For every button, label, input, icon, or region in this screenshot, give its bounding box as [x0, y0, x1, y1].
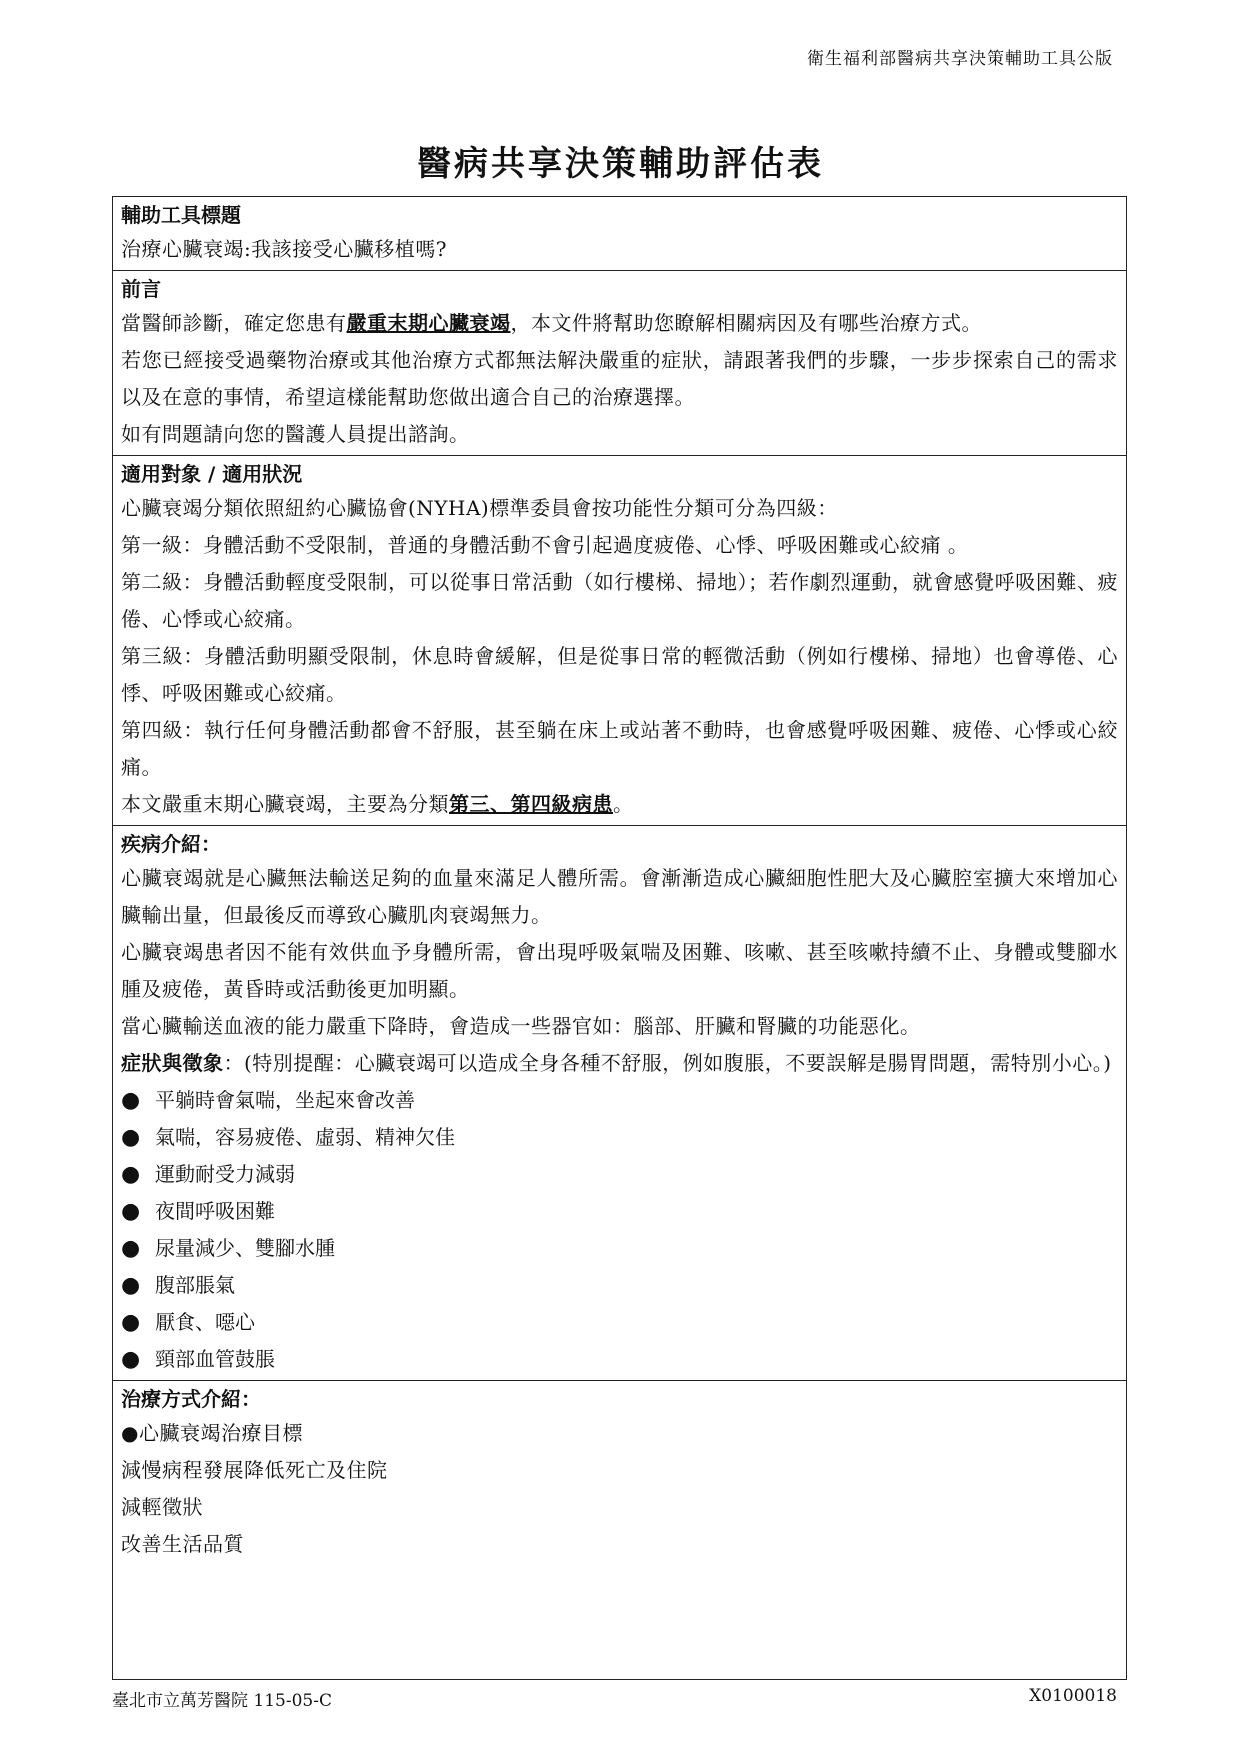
paragraph: 心臟衰竭分類依照紐約心臟協會(NYHA)標準委員會按功能性分類可分為四級： [121, 496, 838, 520]
list-item [121, 1082, 1118, 1119]
list-item-text: 夜間呼吸困難 [155, 1199, 275, 1223]
emphasis-text: 第三、第四級病患 [449, 792, 613, 816]
list-item-text: 頸部血管鼓脹 [155, 1347, 275, 1371]
emphasis-text: 症狀與徵象 [121, 1051, 224, 1075]
section-disease-intro [113, 826, 1126, 1381]
paragraph [121, 305, 1118, 342]
paragraph: 改善生活品質 [121, 1532, 244, 1556]
list-item [121, 1193, 1118, 1230]
paragraph: 心臟衰竭就是心臟無法輸送足夠的血量來滿足人體所需。會漸漸造成心臟細胞性肥大及心臟腔室擴大來增加心臟輸出量，但最後反而導致心臟肌肉衰竭無力。 [121, 866, 1118, 927]
list-item [121, 1230, 1118, 1267]
bullet-icon: ● [121, 1310, 141, 1335]
paragraph: 減慢病程發展降低死亡及住院 [121, 1458, 388, 1482]
bullet-icon: ● [121, 1273, 141, 1298]
list-item-text: 平躺時會氣喘，坐起來會改善 [155, 1088, 415, 1112]
footer-doc-id: X0100018 [1029, 1686, 1117, 1706]
document-title: 醫病共享決策輔助評估表 [417, 144, 824, 184]
paragraph [121, 786, 1118, 823]
list-item [121, 1304, 1118, 1341]
list-item-text: 厭食、噁心 [155, 1310, 255, 1334]
list-item [121, 1156, 1118, 1193]
paragraph: 第三級：身體活動明顯受限制，休息時會緩解，但是從事日常的輕微活動（例如行樓梯、掃地）也會導倦、心悸、呼吸困難或心絞痛。 [121, 644, 1118, 705]
section-heading: 前言 [121, 277, 161, 301]
paragraph: 當心臟輸送血液的能力嚴重下降時，會造成一些器官如：腦部、肝臟和腎臟的功能惡化。 [121, 1014, 921, 1038]
text: 。 [613, 792, 634, 816]
list-item [121, 1119, 1118, 1156]
paragraph: 如有問題請向您的醫護人員提出諮詢。 [121, 422, 470, 446]
bullet-icon: ● [121, 1199, 141, 1224]
text: 本文嚴重末期心臟衰竭，主要為分類 [121, 792, 449, 816]
tool-title-text: 治療心臟衰竭:我該接受心臟移植嗎? [121, 237, 447, 261]
section-tool-title [113, 197, 1126, 271]
paragraph [121, 1045, 1118, 1082]
bullet-icon: ● [121, 1236, 141, 1261]
list-item [121, 1341, 1118, 1378]
list-item-text: 腹部脹氣 [155, 1273, 235, 1297]
section-applicable-conditions [113, 456, 1126, 826]
section-heading: 適用對象 / 適用狀況 [121, 462, 303, 486]
list-item-text: 氣喘，容易疲倦、虛弱、精神欠佳 [155, 1125, 455, 1149]
bullet-icon: ● [121, 1125, 141, 1150]
text: ，本文件將幫助您瞭解相關病因及有哪些治療方式。 [510, 311, 982, 335]
paragraph: 減輕徵狀 [121, 1495, 203, 1519]
paragraph: 第四級：執行任何身體活動都會不舒服，甚至躺在床上或站著不動時，也會感覺呼吸困難、疲倦、心悸或心絞痛。 [121, 718, 1118, 779]
section-heading: 輔助工具標題 [121, 203, 241, 227]
section-preface [113, 271, 1126, 456]
paragraph: 若您已經接受過藥物治療或其他治療方式都無法解決嚴重的症狀，請跟著我們的步驟，一步步探索自己的需求以及在意的事情，希望這樣能幫助您做出適合自己的治療選擇。 [121, 348, 1118, 409]
page-header: 衛生福利部醫病共享決策輔助工具公版 [807, 49, 1113, 69]
paragraph: 心臟衰竭患者因不能有效供血予身體所需，會出現呼吸氣喘及困難、咳嗽、甚至咳嗽持續不止、身體或雙腳水腫及疲倦，黃昏時或活動後更加明顯。 [121, 940, 1118, 1001]
section-heading: 治療方式介紹： [121, 1387, 261, 1411]
bullet-icon: ● [121, 1088, 141, 1113]
paragraph: 第二級：身體活動輕度受限制，可以從事日常活動（如行樓梯、掃地）；若作劇烈運動，就會感覺呼吸困難、疲倦、心悸或心絞痛。 [121, 570, 1118, 631]
emphasis-text: 嚴重末期心臟衰竭 [346, 311, 511, 335]
list-item-text: 運動耐受力減弱 [155, 1162, 295, 1186]
paragraph: ●心臟衰竭治療目標 [121, 1421, 303, 1445]
assessment-form [112, 196, 1127, 1680]
bullet-icon: ● [121, 1347, 141, 1372]
bullet-icon: ● [121, 1162, 141, 1187]
page-footer [112, 1686, 1127, 1711]
text: 當醫師診斷，確定您患有 [121, 311, 347, 335]
text: ：(特別提醒：心臟衰竭可以造成全身各種不舒服，例如腹脹，不要誤解是腸胃問題，需特別小心。) [223, 1051, 1112, 1075]
list-item [121, 1267, 1118, 1304]
paragraph: 第一級：身體活動不受限制，普通的身體活動不會引起過度疲倦、心悸、呼吸困難或心絞痛 。 [121, 533, 969, 557]
section-heading: 疾病介紹： [121, 832, 221, 856]
footer-hospital: 臺北市立萬芳醫院 115-05-C [112, 1691, 332, 1711]
section-treatment-intro [113, 1381, 1126, 1565]
list-item-text: 尿量減少、雙腳水腫 [155, 1236, 335, 1260]
